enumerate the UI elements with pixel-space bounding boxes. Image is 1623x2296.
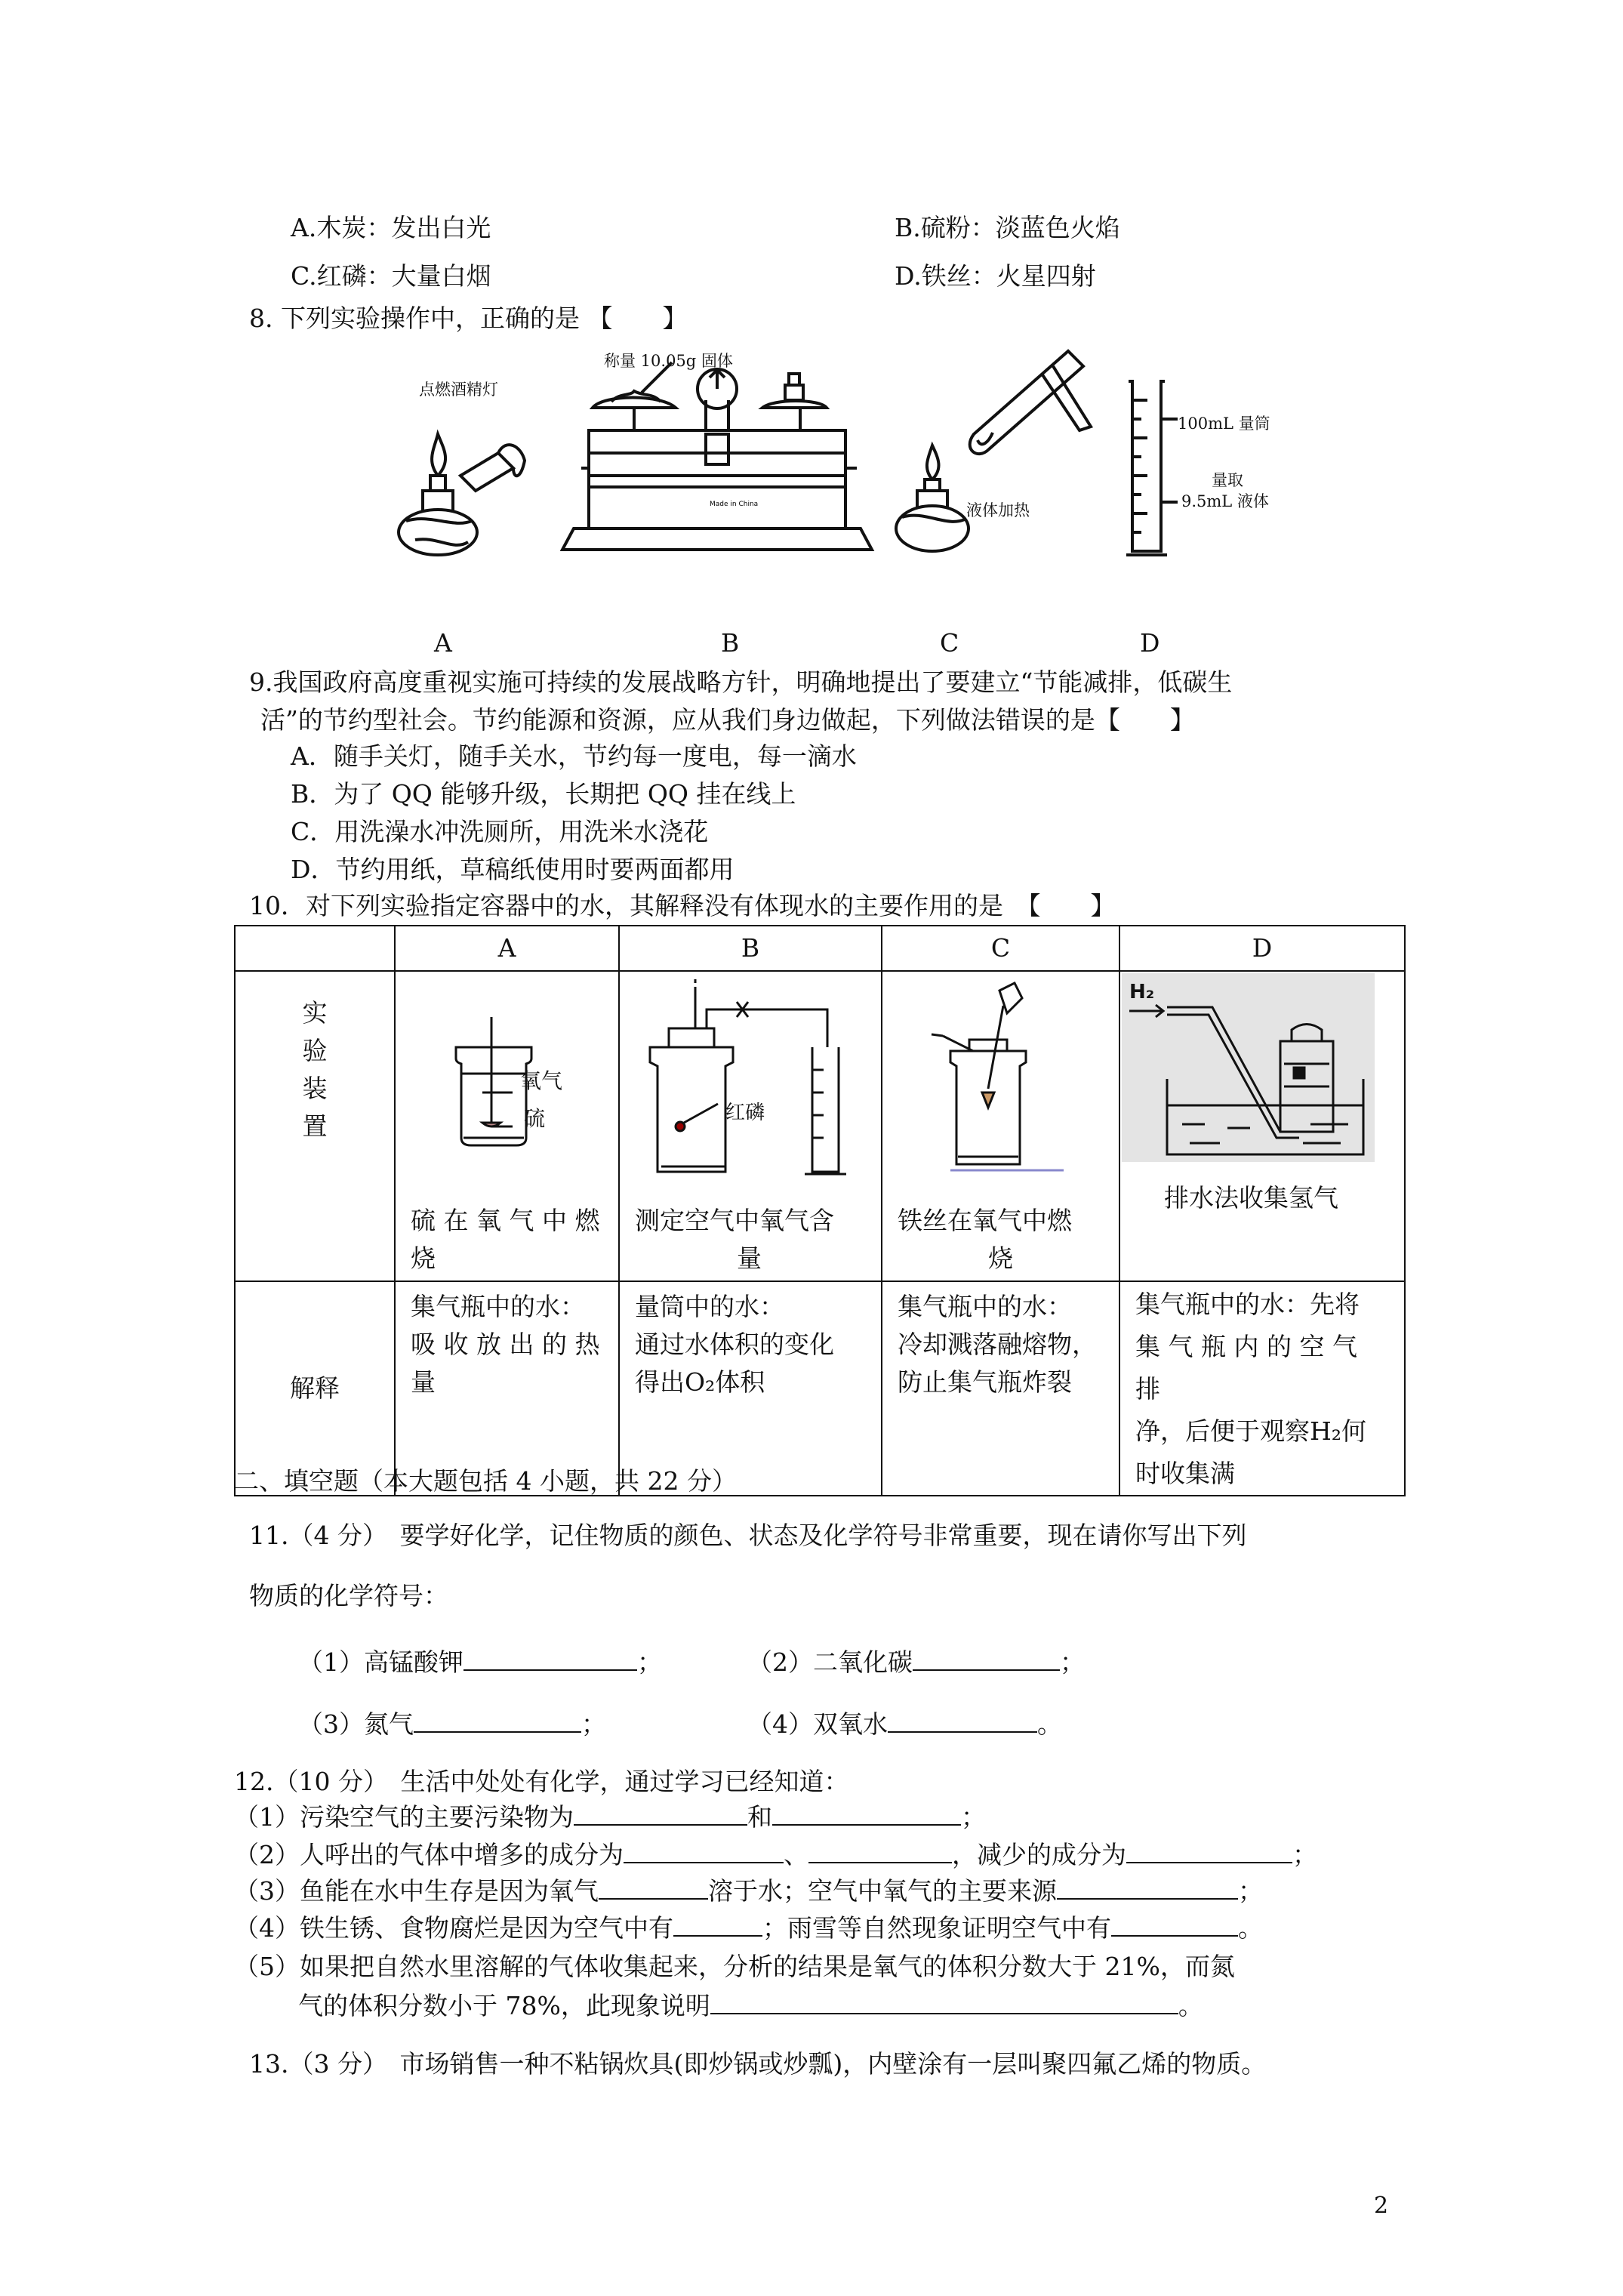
q10-fig-d-caption: 排水法收集氢气 <box>1164 1183 1338 1213</box>
q8-letter-b: B <box>721 628 740 658</box>
q9-stem-line1: 9.我国政府高度重视实施可持续的发展战略方针，明确地提出了要建立“节能减排，低碳生 <box>249 667 1233 697</box>
q8-fig-d-cylinder <box>1125 374 1170 562</box>
q12-blank-2c[interactable] <box>1126 1839 1292 1863</box>
q10-header-c: C <box>882 926 1119 971</box>
q12-blank-3a[interactable] <box>599 1875 708 1900</box>
q12-line-4: （4）铁生锈、食物腐烂是因为空气中有 ；雨雪等自然现象证明空气中有 。 <box>234 1913 1263 1943</box>
q12-line-5b: 气的体积分数小于 78%，此现象说明 。 <box>298 1991 1203 2020</box>
q11-item-4-blank[interactable] <box>888 1709 1037 1733</box>
q10-explain-b: 量筒中的水： 通过水体积的变化 得出O₂体积 <box>619 1281 882 1496</box>
q10-fig-d-water-collection <box>1122 973 1375 1162</box>
q12-blank-1a[interactable] <box>574 1801 747 1826</box>
q10-fig-a-caption1: 硫 在 氧 气 中 燃 <box>411 1206 600 1235</box>
q10-cell-c-apparatus <box>882 971 1119 1281</box>
q8-fig-c-label: 液体加热 <box>966 501 1030 519</box>
q10-fig-c-caption2: 烧 <box>988 1244 1013 1273</box>
q8-fig-c-heating <box>891 344 1102 562</box>
q10-explain-d: 集气瓶中的水：先将 集 气 瓶 内 的 空 气 排 净，后便于观察H₂何 时收集满 <box>1119 1281 1405 1496</box>
q9-option-b: B．为了 QQ 能够升级，长期把 QQ 挂在线上 <box>291 779 796 809</box>
q10-fig-b-caption2: 量 <box>737 1244 762 1273</box>
q11-item-3: （3）氮气 ； <box>298 1709 606 1739</box>
q10-fig-d-label-h2: H₂ <box>1129 981 1155 1003</box>
q10-header-a: A <box>395 926 619 971</box>
q8-fig-d-label3: 9.5mL 液体 <box>1181 492 1269 510</box>
q12-blank-2b[interactable] <box>808 1839 952 1863</box>
q10-row-explain-label: 解释 <box>235 1281 395 1496</box>
q10-header-d: D <box>1119 926 1405 971</box>
q12-line-5a: （5）如果把自然水里溶解的气体收集起来，分析的结果是氧气的体积分数大于 21%，而氮 <box>234 1952 1235 1981</box>
q10-header-b: B <box>619 926 882 971</box>
page-number: 2 <box>1374 2193 1389 2219</box>
q12-line-3: （3）鱼能在水中生存是因为氧气 溶于水；空气中氧气的主要来源 ； <box>234 1876 1263 1906</box>
q7-option-b: B.硫粉：淡蓝色火焰 <box>895 213 1120 242</box>
q10-fig-a-label-sulfur: 硫 <box>524 1106 546 1131</box>
q10-fig-a-caption2: 烧 <box>411 1244 436 1273</box>
q7-option-a: A.木炭：发出白光 <box>291 213 491 242</box>
q8-fig-a-alcohol-lamps <box>393 408 544 559</box>
q12-line-2: （2）人呼出的气体中增多的成分为 、 ，减少的成分为 ； <box>234 1840 1317 1869</box>
q11-item-1-blank[interactable] <box>463 1647 637 1671</box>
q11-stem-line1: 11.（4 分） 要学好化学，记住物质的颜色、状态及化学符号非常重要，现在请你写出下列 <box>249 1521 1247 1550</box>
q10-row-apparatus-label: 实 验 装 置 <box>235 971 395 1281</box>
q12-blank-3b[interactable] <box>1057 1875 1238 1900</box>
section-2-heading: 二、填空题（本大题包括 4 小题，共 22 分） <box>234 1466 737 1496</box>
q10-explain-a: 集气瓶中的水： 吸 收 放 出 的 热 量 <box>395 1281 619 1496</box>
q8-fig-a-label: 点燃酒精灯 <box>419 381 498 399</box>
q8-fig-d-label2: 量取 <box>1212 471 1243 489</box>
q9-stem-line2: 活”的节约型社会。节约能源和资源，应从我们身边做起，下列做法错误的是【 】 <box>260 705 1195 735</box>
q11-stem-line2: 物质的化学符号： <box>249 1581 448 1610</box>
q10-fig-b-label-red-phosphorus: 红磷 <box>725 1102 765 1124</box>
q10-cell-b-apparatus <box>619 971 882 1281</box>
q7-option-c: C.红磷：大量白烟 <box>291 261 491 291</box>
q7-option-d: D.铁丝：火星四射 <box>895 261 1096 291</box>
q10-cell-d-apparatus <box>1119 971 1405 1281</box>
q8-fig-b-label: 称量 10.05g 固体 <box>604 352 733 370</box>
q10-fig-b-oxygen-measure <box>639 979 865 1183</box>
q8-letter-c: C <box>940 628 959 658</box>
q12-blank-2a[interactable] <box>624 1839 784 1863</box>
q13-stem: 13.（3 分） 市场销售一种不粘锅炊具(即炒锅或炒瓢)，内壁涂有一层叫聚四氟乙烯的物质。 <box>249 2049 1267 2079</box>
q10-fig-c-caption1: 铁丝在氧气中燃 <box>898 1206 1072 1235</box>
q12-stem: 12.（10 分） 生活中处处有化学，通过学习已经知道： <box>234 1767 849 1796</box>
q12-blank-4b[interactable] <box>1111 1912 1238 1937</box>
q11-item-2: （2）二氧化碳 ； <box>747 1647 1085 1677</box>
q10-table <box>234 925 1406 1496</box>
q9-option-a: A．随手关灯，随手关水，节约每一度电，每一滴水 <box>291 741 857 771</box>
q9-option-c: C．用洗澡水冲洗厕所，用洗米水浇花 <box>291 817 709 846</box>
q12-blank-4a[interactable] <box>673 1912 762 1937</box>
q10-cell-a-apparatus <box>395 971 619 1281</box>
q8-fig-b-small-text: Made in China <box>710 501 759 508</box>
q10-stem: 10．对下列实验指定容器中的水，其解释没有体现水的主要作用的是 【 】 <box>249 891 1116 920</box>
q9-option-d: D．节约用纸，草稿纸使用时要两面都用 <box>291 855 735 884</box>
q12-line-1: （1）污染空气的主要污染物为 和 ； <box>234 1802 986 1832</box>
q10-fig-b-caption1: 测定空气中氧气含 <box>635 1206 834 1235</box>
q11-item-3-blank[interactable] <box>414 1709 581 1733</box>
q8-fig-d-label1: 100mL 量筒 <box>1178 415 1270 433</box>
q12-blank-1b[interactable] <box>772 1801 961 1826</box>
q8-fig-b-balance <box>559 355 876 562</box>
q11-item-4: （4）双氧水 。 <box>747 1709 1062 1739</box>
q10-fig-a-label-oxygen: 氧气 <box>520 1068 563 1093</box>
q8-stem: 8. 下列实验操作中，正确的是 【 】 <box>249 304 688 333</box>
q10-fig-a-sulfur-jar <box>437 1017 588 1168</box>
q11-item-1: （1）高锰酸钾 ； <box>298 1647 662 1677</box>
q10-explain-c: 集气瓶中的水： 冷却溅落融熔物， 防止集气瓶炸裂 <box>882 1281 1119 1496</box>
q8-letter-a: A <box>434 628 452 658</box>
q12-blank-5[interactable] <box>710 1990 1178 2014</box>
q10-fig-c-iron-wire-jar <box>928 983 1079 1179</box>
q8-letter-d: D <box>1140 628 1160 658</box>
q11-item-2-blank[interactable] <box>913 1647 1060 1671</box>
